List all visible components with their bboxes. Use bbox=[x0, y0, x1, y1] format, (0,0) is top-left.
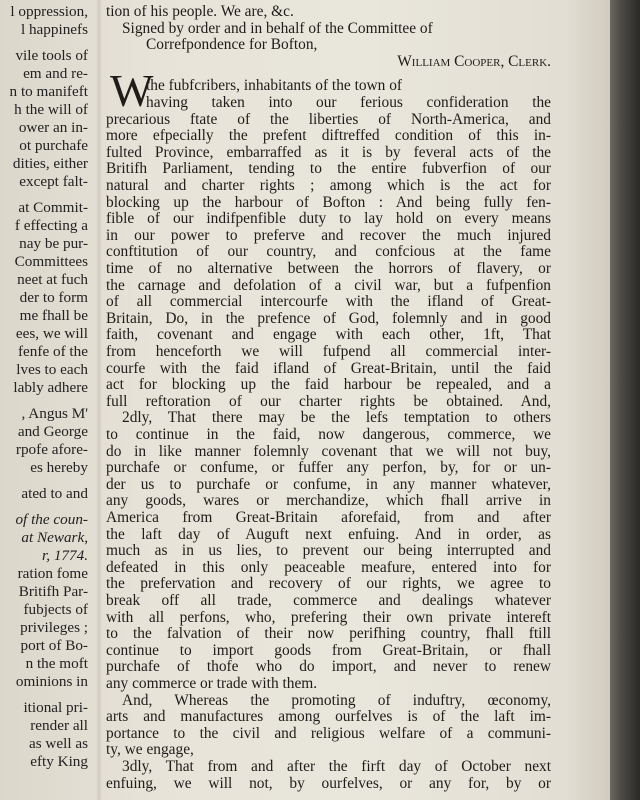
article-line: 3dly, That from and after the firft day of October next bbox=[122, 758, 551, 775]
left-column-line: n the moft bbox=[25, 655, 88, 672]
left-column-line: and George bbox=[17, 423, 88, 440]
article-line: full reftoration of our charter rights be obtained. And, bbox=[106, 392, 551, 410]
left-column-line: h the will of bbox=[14, 101, 88, 118]
article-line: blocking up the harbour of Bofton : And being fully fen- bbox=[106, 193, 551, 211]
left-column-line: l oppression, bbox=[10, 3, 88, 20]
article-line: break off all trade, commerce and dealings whatever bbox=[106, 592, 551, 609]
article-line: Correfpondence for Bofton, bbox=[146, 36, 318, 54]
left-column-line: ot purchafe bbox=[19, 137, 88, 154]
article-line: defeated in this only peaceable meafure, entered into for bbox=[106, 558, 551, 576]
article-line: any goods, wares or merchandize, which fhall arrive in bbox=[106, 492, 551, 510]
article-line: William Cooper, Clerk. bbox=[397, 52, 551, 70]
article-line: fulted Province, embarraffed as it is by feveral acts of the bbox=[106, 143, 551, 161]
article-line: purchafe of thofe who do import, and never to renew bbox=[106, 658, 551, 676]
left-column-line: itional pri- bbox=[23, 699, 88, 716]
article-line: the carnage and defolation of a civil war, but a fufpenfion bbox=[106, 276, 551, 294]
left-column-line: vile tools of bbox=[15, 47, 88, 64]
article-line: natural and charter rights ; among which is the act for bbox=[106, 177, 551, 194]
article-line: conftitution of our country, and confcious at the fame bbox=[106, 243, 551, 261]
article-line: Britain, Do, in the prefence of God, folemnly and in good bbox=[106, 309, 551, 327]
article-line: of all commercial intercourfe with the ifland of Great- bbox=[106, 293, 551, 311]
article-line: tion of his people. We are, &c. bbox=[106, 3, 294, 20]
article-line: continue to import goods from Great-Britain, or fhall bbox=[106, 641, 551, 659]
article-line: to the falvation of their now perifhing country, fhall ftill bbox=[106, 625, 551, 643]
article-line: to continue in the faid, now dangerous, commerce, we bbox=[106, 426, 551, 443]
article-line: 2dly, That there may be the lefs temptation to others bbox=[122, 409, 551, 427]
article-line: in our power to preferve and recover the much injured bbox=[106, 226, 551, 244]
left-column-line: Britifh Par- bbox=[18, 583, 88, 600]
article-line: arts and manufactures among ourfelves is of the laft im- bbox=[106, 708, 551, 726]
left-column-line: em and re- bbox=[23, 65, 88, 82]
left-column-line: me fhall be bbox=[19, 307, 88, 324]
left-column-line: ration fome bbox=[17, 565, 88, 582]
article-line: act for blocking up the faid harbour be repealed, and a bbox=[106, 376, 551, 394]
left-column-line: efty King bbox=[30, 753, 88, 770]
article-line: from henceforth we will fufpend all commercial inter- bbox=[106, 343, 551, 360]
article-line: Britifh Parliament, tending to the entire fubverfion of our bbox=[106, 160, 551, 178]
left-column-line: der to form bbox=[19, 289, 88, 306]
left-column-line: neet at fuch bbox=[17, 271, 88, 288]
background-edge bbox=[610, 0, 640, 800]
left-column-line: render all bbox=[30, 717, 88, 734]
left-column-line: at Newark, bbox=[21, 529, 88, 546]
article-line: precarious ftate of the liberties of North-America, and bbox=[106, 110, 551, 128]
article-line: courfe with the faid ifland of Great-Britain, until the faid bbox=[106, 359, 551, 377]
article-line: the prefervation and recovery of our rights, we agree to bbox=[106, 575, 551, 593]
article-line: with all perfons, who, prefering their own private intereft bbox=[106, 608, 551, 626]
left-column-line: port of Bo- bbox=[20, 637, 88, 654]
article-line: portance to the civil and religious welfare of a communi- bbox=[106, 724, 551, 742]
article-line: der us to purchafe or confume, in any manner whatever, bbox=[106, 475, 551, 493]
left-column-line: , Angus M' bbox=[21, 405, 88, 422]
drop-cap: W bbox=[110, 65, 154, 116]
article-line: do in like manner folemnly covenant that we will not buy, bbox=[106, 442, 551, 460]
article-line: the laft day of Auguft next enfuing. And in order, as bbox=[106, 525, 551, 543]
left-column-line: ower an in- bbox=[18, 119, 88, 136]
left-column-line: ominions in bbox=[15, 673, 88, 690]
article-line: more efpecially the prefent diftreffed condition of this in- bbox=[106, 127, 551, 145]
left-column-clipped bbox=[0, 0, 92, 800]
left-column-line: Committees bbox=[14, 253, 88, 270]
article-line: time of no alternative between the horrors of flavery, or bbox=[106, 260, 551, 277]
article-line: purchafe or confume, or fuffer any perfon, by, for or un- bbox=[106, 459, 551, 477]
left-column-line: of the coun- bbox=[15, 511, 88, 528]
article-line: much as in us lies, to prevent our being interrupted and bbox=[106, 542, 551, 560]
left-column-line: ated to and bbox=[21, 485, 88, 502]
article-line: enfuing, we will not, by ourfelves, or any for, by or bbox=[106, 774, 551, 792]
left-column-line: fubjects of bbox=[23, 601, 88, 618]
article-line: And, Whereas the promoting of induftry, œconomy, bbox=[122, 691, 551, 709]
left-column-line: rpofe afore- bbox=[15, 441, 88, 458]
left-column-line: f effecting a bbox=[14, 217, 88, 234]
left-column-line: l happinefs bbox=[20, 21, 88, 38]
left-column-line: except falt- bbox=[19, 173, 88, 190]
article-line: Signed by order and in behalf of the Committee of bbox=[122, 19, 433, 37]
main-column bbox=[106, 0, 612, 800]
article-line: faith, covenant and engage with each other, 1ft, That bbox=[106, 326, 551, 344]
left-column-line: fenfe of the bbox=[18, 343, 88, 360]
column-gutter bbox=[96, 0, 102, 800]
left-column-line: r, 1774. bbox=[42, 547, 88, 564]
article-line: America from Great-Britain aforefaid, from and after bbox=[106, 509, 551, 526]
left-column-line: n to manifeft bbox=[9, 83, 88, 100]
left-column-line: privileges ; bbox=[20, 619, 88, 636]
article-line: fible of our indifpenfible duty to lay hold on every means bbox=[106, 210, 551, 228]
article-line: the fubfcribers, inhabitants of the town of bbox=[146, 77, 403, 95]
left-column-line: dities, either bbox=[12, 155, 88, 172]
article-line: having taken into our ferious confideration the bbox=[146, 94, 551, 111]
left-column-line: at Commit- bbox=[18, 199, 88, 216]
article-line: any commerce or trade with them. bbox=[106, 675, 318, 692]
left-column-line: lably adhere bbox=[13, 379, 88, 396]
left-column-line: as well as bbox=[28, 735, 88, 752]
left-column-line: lves to each bbox=[16, 361, 88, 378]
left-column-line: nay be pur- bbox=[19, 235, 88, 252]
left-column-line: es hereby bbox=[30, 459, 88, 476]
article-line: ty, we engage, bbox=[106, 741, 194, 759]
left-column-line: ees, we will bbox=[15, 325, 88, 342]
